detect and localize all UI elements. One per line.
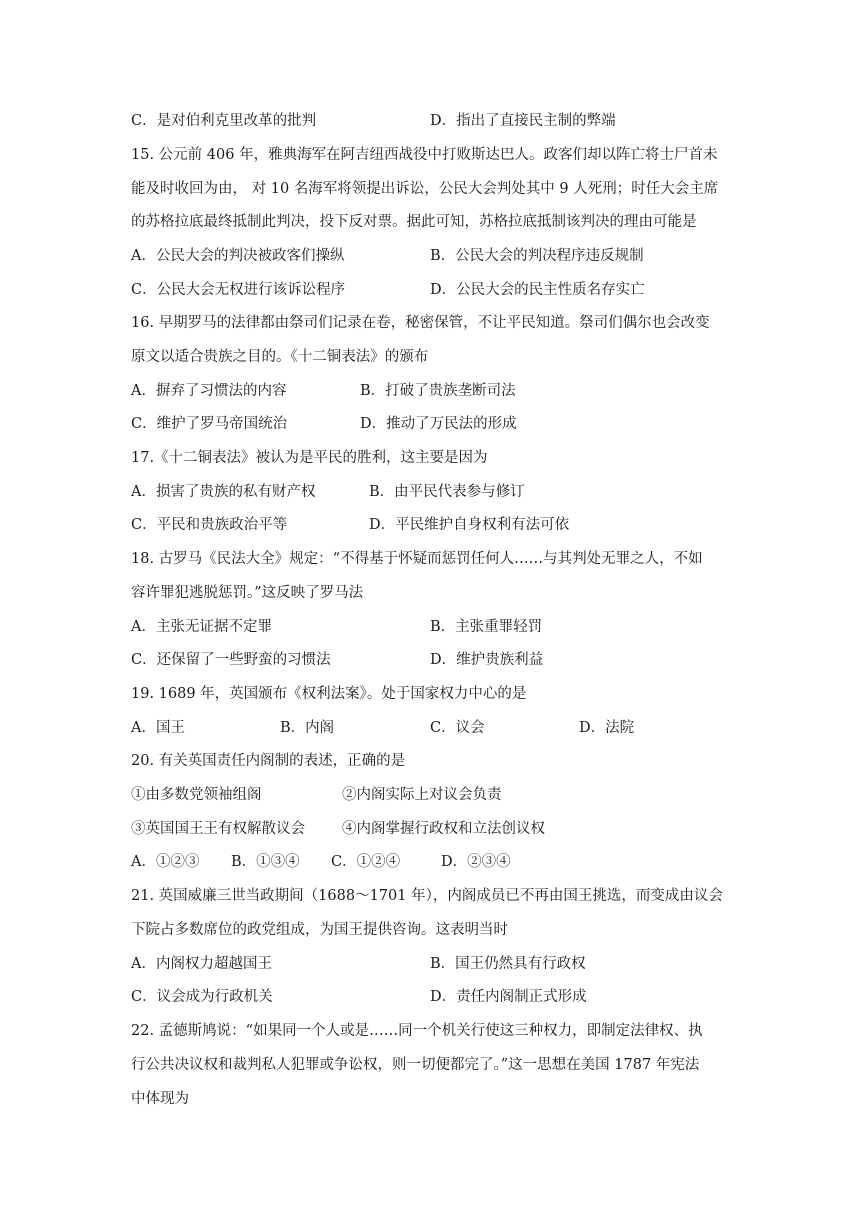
q16-option-c: C．维护了罗马帝国统治 bbox=[131, 416, 288, 432]
q17-option-a: A．损害了贵族的私有财产权 bbox=[131, 484, 316, 500]
q19-option-b: B．内阁 bbox=[280, 720, 335, 736]
q20-option-b: B．①③④ bbox=[231, 854, 300, 870]
q20-statement-3: ③英国国王王有权解散议会 bbox=[131, 821, 305, 837]
q18-option-c: C．还保留了一些野蛮的习惯法 bbox=[131, 652, 331, 668]
q17-option-c: C．平民和贵族政治平等 bbox=[131, 517, 288, 533]
q21-option-a: A．内阁权力超越国王 bbox=[131, 956, 272, 972]
q15-stem-line-1: 15. 公元前 406 年，雅典海军在阿吉纽西战役中打败斯达巴人。政客们却以阵亡将士尸首未 bbox=[131, 147, 718, 163]
q16-stem-line-1: 16. 早期罗马的法律都由祭司们记录在卷，秘密保管，不让平民知道。祭司们偶尔也会改变 bbox=[131, 315, 710, 331]
q14-option-d: D．指出了直接民主制的弊端 bbox=[430, 113, 616, 129]
q16-stem-line-2: 原文以适合贵族之目的。《十二铜表法》的颁布 bbox=[131, 349, 429, 365]
q21-option-d: D．责任内阁制正式形成 bbox=[430, 989, 587, 1005]
q20-option-d: D．②③④ bbox=[441, 854, 511, 870]
q16-option-a: A．摒弃了习惯法的内容 bbox=[131, 383, 287, 399]
q22-stem-line-1: 22. 孟德斯鸠说：“如果同一个人或是……同一个机关行使这三种权力，即制定法律权、执 bbox=[131, 1023, 703, 1039]
q22-stem-line-3: 中体现为 bbox=[131, 1091, 189, 1107]
q15-option-a: A．公民大会的判决被政客们操纵 bbox=[131, 248, 345, 264]
q15-option-d: D．公民大会的民主性质名存实亡 bbox=[430, 282, 645, 298]
q15-stem-line-2: 能及时收回为由， 对 10 名海军将领提出诉讼，公民大会判处其中 9 人死刑；时任大会主席 bbox=[131, 181, 719, 197]
q20-option-a: A．①②③ bbox=[131, 854, 200, 870]
q22-stem-line-2: 行公共决议权和裁判私人犯罪或争讼权，则一切便都完了。”这一思想在美国 1787 年宪法 bbox=[131, 1057, 700, 1073]
q18-stem-line-2: 容许罪犯逃脱惩罚。”这反映了罗马法 bbox=[131, 585, 364, 601]
q18-stem-line-1: 18. 古罗马《民法大全》规定：“不得基于怀疑而惩罚任何人……与其判处无罪之人，不如 bbox=[131, 551, 703, 567]
q20-statement-4: ④内阁掌握行政权和立法创议权 bbox=[342, 821, 545, 837]
q20-stem-line-1: 20. 有关英国责任内阁制的表述，正确的是 bbox=[131, 753, 406, 769]
q17-option-b: B．由平民代表参与修订 bbox=[369, 484, 525, 500]
q14-option-c: C．是对伯利克里改革的批判 bbox=[131, 113, 317, 129]
q20-statement-2: ②内阁实际上对议会负责 bbox=[342, 787, 502, 803]
q15-stem-line-3: 的苏格拉底最终抵制此判决，投下反对票。据此可知，苏格拉底抵制该判决的理由可能是 bbox=[131, 214, 697, 230]
q17-stem-line-1: 17.《十二铜表法》被认为是平民的胜利，这主要是因为 bbox=[131, 450, 488, 466]
q16-option-b: B．打破了贵族垄断司法 bbox=[360, 383, 516, 399]
q17-option-d: D．平民维护自身权利有法可依 bbox=[369, 517, 570, 533]
q16-option-d: D．推动了万民法的形成 bbox=[360, 416, 517, 432]
q15-option-b: B．公民大会的判决程序违反规制 bbox=[430, 248, 644, 264]
q18-option-d: D．维护贵族利益 bbox=[430, 652, 544, 668]
q18-option-b: B．主张重罪轻罚 bbox=[430, 619, 543, 635]
q18-option-a: A．主张无证据不定罪 bbox=[131, 619, 272, 635]
q21-stem-line-1: 21. 英国威廉三世当政期间（1688～1701 年），内阁成员已不再由国王挑选，而变成由议会 bbox=[131, 888, 723, 904]
q19-option-c: C．议会 bbox=[430, 720, 485, 736]
q21-option-b: B．国王仍然具有行政权 bbox=[430, 956, 586, 972]
q21-stem-line-2: 下院占多数席位的政党组成，为国王提供咨询。这表明当时 bbox=[131, 922, 508, 938]
q19-option-d: D．法院 bbox=[579, 720, 635, 736]
q21-option-c: C．议会成为行政机关 bbox=[131, 989, 273, 1005]
q20-statement-1: ①由多数党领袖组阁 bbox=[131, 787, 262, 803]
q19-option-a: A．国王 bbox=[131, 720, 185, 736]
q19-stem-line-1: 19. 1689 年，英国颁布《权利法案》。处于国家权力中心的是 bbox=[131, 686, 527, 702]
q20-option-c: C．①②④ bbox=[331, 854, 401, 870]
q15-option-c: C．公民大会无权进行该诉讼程序 bbox=[131, 282, 346, 298]
